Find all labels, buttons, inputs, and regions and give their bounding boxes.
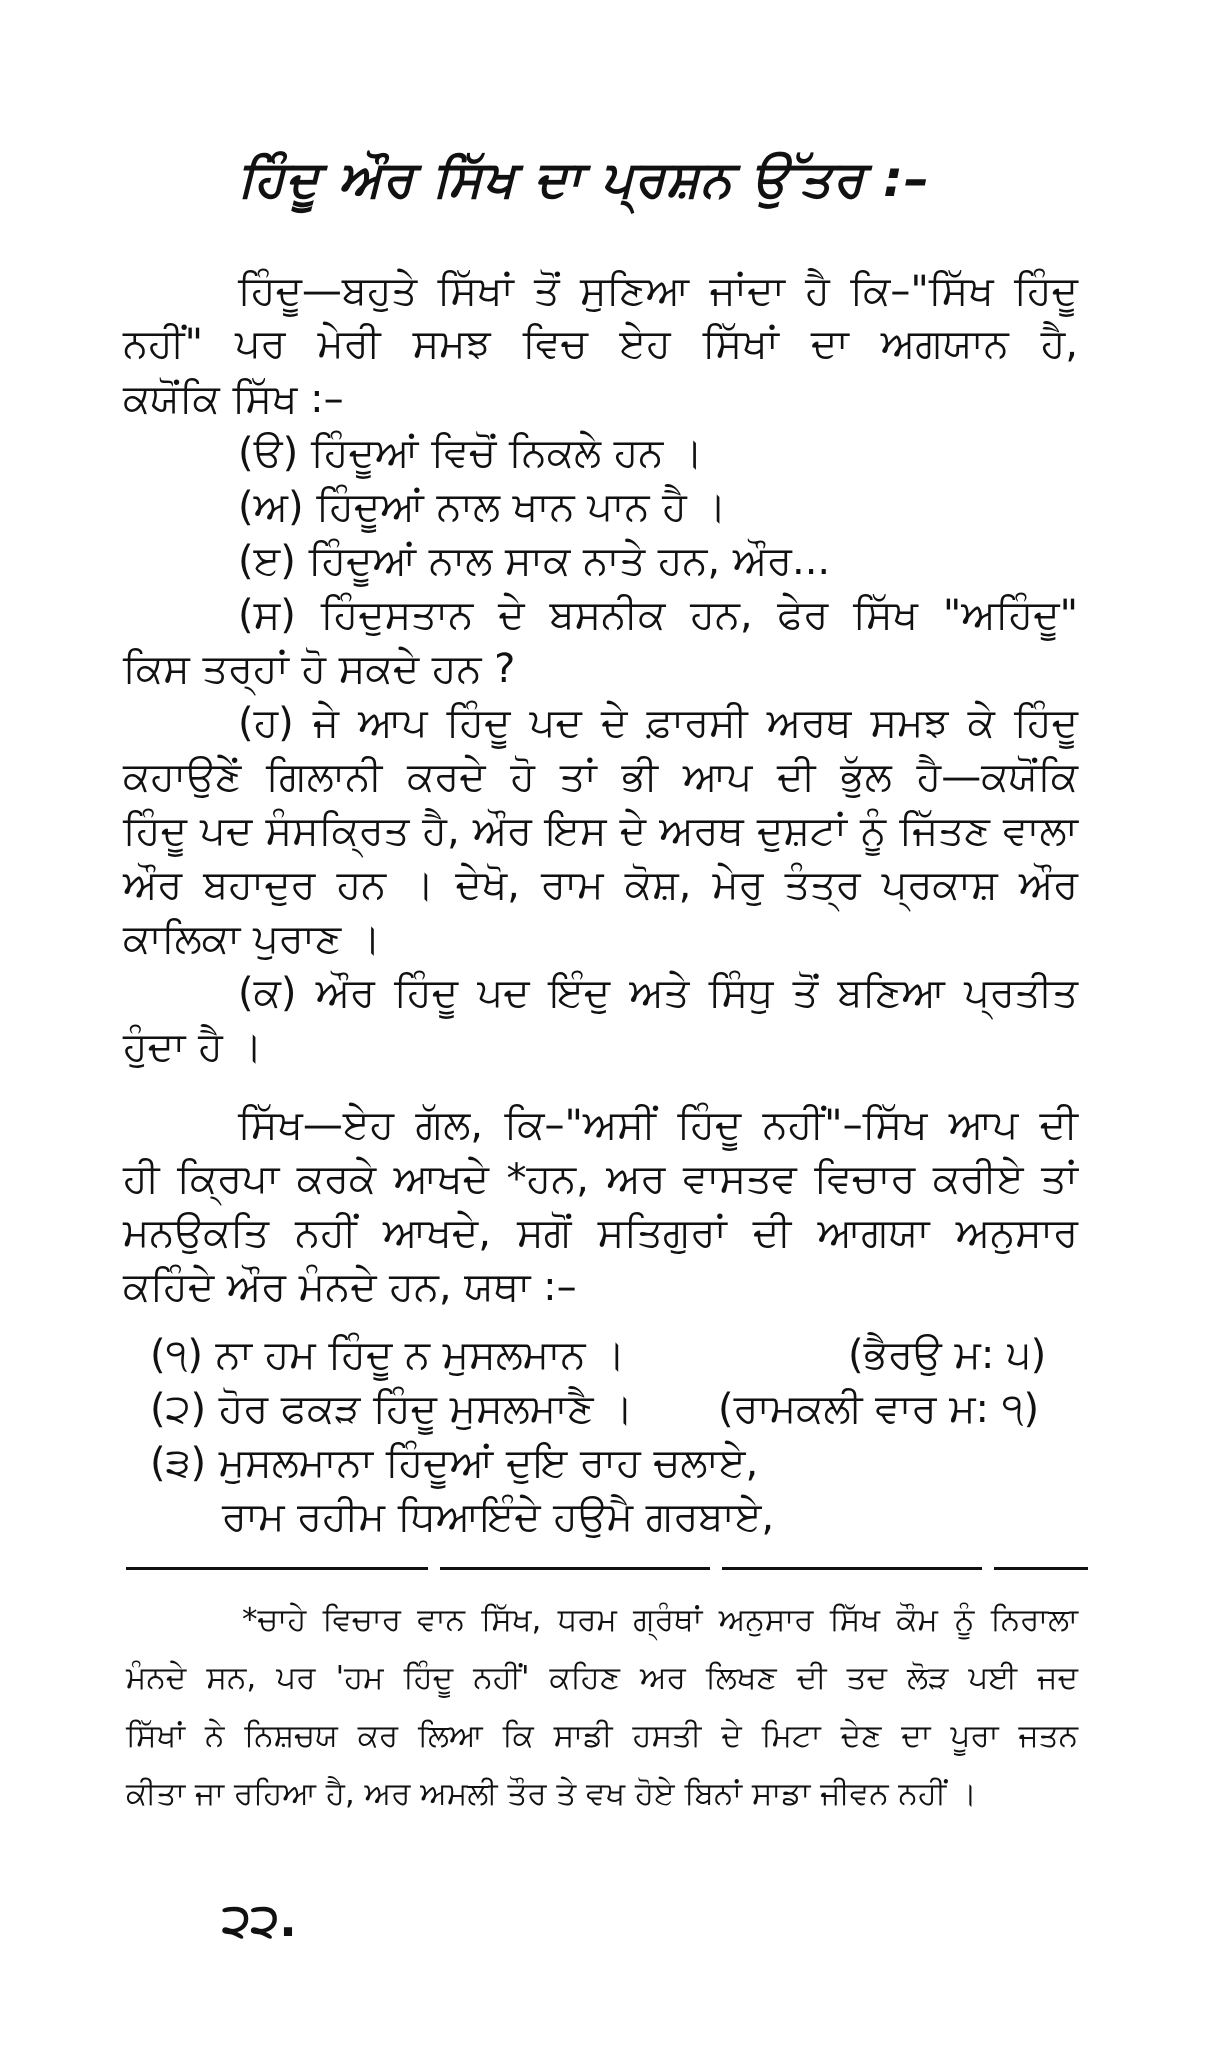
body-line: ਕਹਿੰਦੇ ਔਰ ਮੰਨਦੇ ਹਨ, ਯਥਾ :– <box>123 1264 577 1310</box>
verse-source: (ਭੈਰਉ ਮ: ੫) <box>848 1332 1047 1378</box>
footnote-line: ਕੀਤਾ ਜਾ ਰਹਿਆ ਹੈ, ਅਰ ਅਮਲੀ ਤੌਰ ਤੇ ਵਖ ਹੋਏ ਬਿਨਾਂ ਸਾਡਾ ਜੀਵਨ ਨਹੀਂ । <box>126 1776 977 1812</box>
body-line: ਸਿੱਖ—ਏਹ ਗੱਲ, ਕਿ–"ਅਸੀਂ ਹਿੰਦੂ ਨਹੀਂ"–ਸਿੱਖ ਆਪ ਦੀ <box>238 1102 1078 1148</box>
body-line: ਨਹੀਂ" ਪਰ ਮੇਰੀ ਸਮਝ ਵਿਚ ਏਹ ਸਿੱਖਾਂ ਦਾ ਅਗਯਾਨ ਹੈ, <box>123 321 1078 367</box>
body-line: ਮਨਉਕਤਿ ਨਹੀਂ ਆਖਦੇ, ਸਗੋਂ ਸਤਿਗੁਰਾਂ ਦੀ ਆਗਯਾ ਅਨੁਸਾਰ <box>123 1210 1078 1256</box>
list-item: (ੳ) ਹਿੰਦੂਆਂ ਵਿਚੋਂ ਨਿਕਲੇ ਹਨ । <box>238 430 703 476</box>
footnote-line: ਸਿੱਖਾਂ ਨੇ ਨਿਸ਼ਚਯ ਕਰ ਲਿਆ ਕਿ ਸਾਡੀ ਹਸਤੀ ਦੇ ਮਿਟਾ ਦੇਣ ਦਾ ਪੂਰਾ ਜਤਨ <box>126 1718 1078 1754</box>
list-item: (ਕ) ਔਰ ਹਿੰਦੂ ਪਦ ਇੰਦੁ ਅਤੇ ਸਿੰਧੁ ਤੋਂ ਬਣਿਆ ਪ੍ਰਤੀਤ <box>238 970 1078 1016</box>
verse-line: (੧) ਨਾ ਹਮ ਹਿੰਦੂ ਨ ਮੁਸਲਮਾਨ । <box>150 1332 626 1378</box>
verse-source: (ਰਾਮਕਲੀ ਵਾਰ ਮ: ੧) <box>718 1386 1040 1432</box>
body-line: ਹੁੰਦਾ ਹੈ । <box>123 1024 263 1070</box>
footnote-line: *ਚਾਹੇ ਵਿਚਾਰ ਵਾਨ ਸਿੱਖ, ਧਰਮ ਗ੍ਰੰਥਾਂ ਅਨੁਸਾਰ ਸਿੱਖ ਕੌਮ ਨੂੰ ਨਿਰਾਲਾ <box>242 1602 1078 1638</box>
verse-line: (੩) ਮੁਸਲਮਾਨਾ ਹਿੰਦੂਆਂ ਦੁਇ ਰਾਹ ਚਲਾਏ, <box>150 1440 759 1486</box>
list-item: (ਅ) ਹਿੰਦੂਆਂ ਨਾਲ ਖਾਨ ਪਾਨ ਹੈ । <box>238 484 727 530</box>
body-line: ਹੀ ਕ੍ਰਿਪਾ ਕਰਕੇ ਆਖਦੇ *ਹਨ, ਅਰ ਵਾਸਤਵ ਵਿਚਾਰ ਕਰੀਏ ਤਾਂ <box>123 1156 1078 1202</box>
footnote-rule <box>722 1567 982 1570</box>
body-line: ਕਾਲਿਕਾ ਪੁਰਾਣ । <box>123 916 381 962</box>
body-line: ਕਿਸ ਤਰ੍ਹਾਂ ਹੋ ਸਕਦੇ ਹਨ ? <box>123 646 516 692</box>
footnote-rule <box>440 1567 710 1570</box>
footnote-rule <box>126 1567 428 1570</box>
page-number: ੨੨. <box>222 1893 297 1947</box>
verse-line: ਰਾਮ ਰਹੀਮ ਧਿਆਇੰਦੇ ਹਉਮੈ ਗਰਬਾਏ, <box>222 1494 775 1540</box>
body-line: ਔਰ ਬਹਾਦੁਰ ਹਨ । ਦੇਖੋ, ਰਾਮ ਕੋਸ਼, ਮੇਰੁ ਤੰਤ੍ਰ ਪ੍ਰਕਾਸ਼ ਔਰ <box>123 862 1078 908</box>
footnote-line: ਮੰਨਦੇ ਸਨ, ਪਰ 'ਹਮ ਹਿੰਦੂ ਨਹੀਂ' ਕਹਿਣ ਅਰ ਲਿਖਣ ਦੀ ਤਦ ਲੋੜ ਪਈ ਜਦ <box>126 1660 1078 1696</box>
list-item: (ਸ) ਹਿੰਦੁਸਤਾਨ ਦੇ ਬਸਨੀਕ ਹਨ, ਫੇਰ ਸਿੱਖ "ਅਹਿੰਦੂ" <box>238 592 1078 638</box>
list-item: (ਹ) ਜੇ ਆਪ ਹਿੰਦੂ ਪਦ ਦੇ ਫ਼ਾਰਸੀ ਅਰਥ ਸਮਝ ਕੇ ਹਿੰਦੂ <box>238 700 1078 746</box>
body-line: ਹਿੰਦੂ ਪਦ ਸੰਸਕ੍ਰਿਤ ਹੈ, ਔਰ ਇਸ ਦੇ ਅਰਥ ਦੁਸ਼ਟਾਂ ਨੂੰ ਜਿੱਤਣ ਵਾਲਾ <box>123 808 1078 854</box>
footnote-rule <box>994 1567 1088 1570</box>
verse-line: (੨) ਹੋਰ ਫਕੜ ਹਿੰਦੂ ਮੁਸਲਮਾਣੈ । <box>150 1386 634 1432</box>
body-line: ਹਿੰਦੂ—ਬਹੁਤੇ ਸਿੱਖਾਂ ਤੋਂ ਸੁਣਿਆ ਜਾਂਦਾ ਹੈ ਕਿ–"ਸਿੱਖ ਹਿੰਦੂ <box>238 268 1078 314</box>
body-line: ਕਯੋਂਕਿ ਸਿੱਖ :– <box>123 376 344 422</box>
page-heading: ਹਿੰਦੂ ਔਰ ਸਿੱਖ ਦਾ ਪ੍ਰਸ਼ਨ ਉੱਤਰ :– <box>238 150 930 208</box>
body-line: ਕਹਾਉਣੇਂ ਗਿਲਾਨੀ ਕਰਦੇ ਹੋ ਤਾਂ ਭੀ ਆਪ ਦੀ ਭੁੱਲ ਹੈ—ਕਯੋਂਕਿ <box>123 754 1078 800</box>
list-item: (ੲ) ਹਿੰਦੂਆਂ ਨਾਲ ਸਾਕ ਨਾਤੇ ਹਨ, ਔਰ... <box>238 538 831 584</box>
